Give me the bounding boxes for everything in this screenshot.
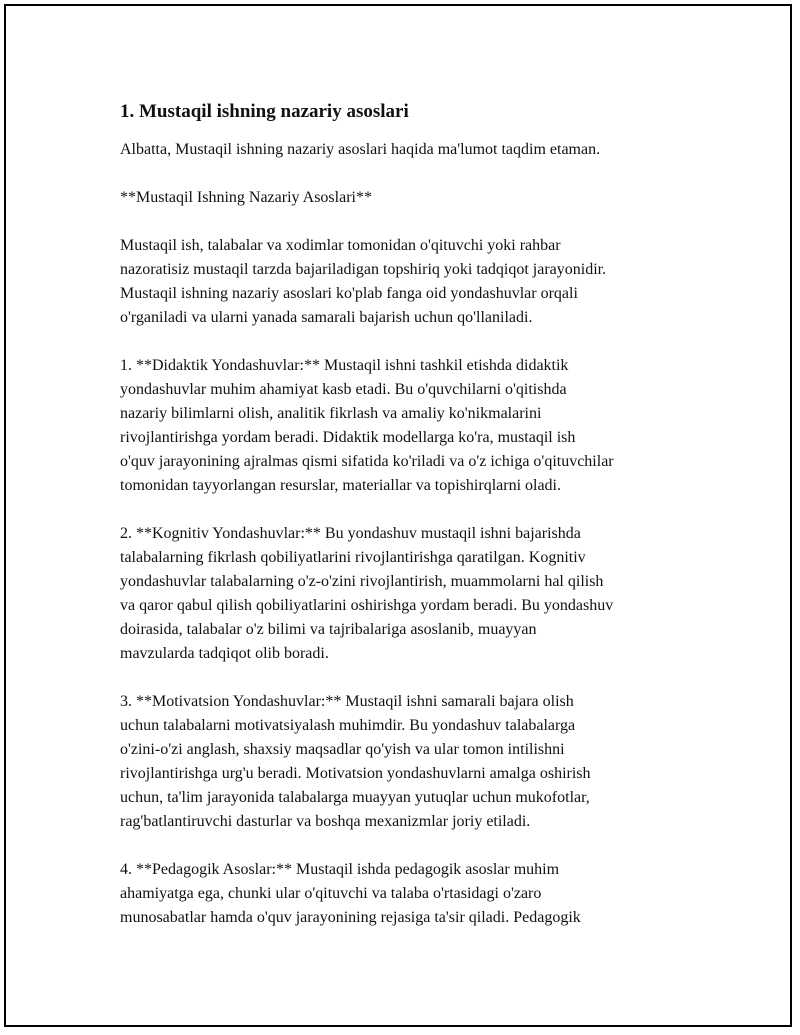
motivational-paragraph	[120, 690, 690, 834]
text-line: 1. **Didaktik Yondashuvlar:** Mustaqil ishni tashkil etishda didaktik	[120, 357, 569, 374]
definition-paragraph	[120, 234, 690, 330]
text-line: yondashuvlar talabalarning o'z-o'zini rivojlantirish, muammolarni hal qilish	[120, 573, 604, 590]
section-heading-paragraph	[120, 186, 690, 210]
didactic-paragraph	[120, 354, 690, 498]
text-line: rag'batlantiruvchi dasturlar va boshqa mexanizmlar joriy etiladi.	[120, 813, 531, 830]
text-line: rivojlantirishga yordam beradi. Didaktik modellarga ko'ra, mustaqil ish	[120, 429, 576, 446]
text-line: 4. **Pedagogik Asoslar:** Mustaqil ishda pedagogik asoslar muhim	[120, 861, 560, 878]
text-line: munosabatlar hamda o'quv jarayonining rejasiga ta'sir qiladi. Pedagogik	[120, 909, 581, 926]
text-line: nazariy bilimlarni olish, analitik fikrlash va amaliy ko'nikmalarini	[120, 405, 542, 422]
text-line: o'rganiladi va ularni yanada samarali bajarish uchun qo'llaniladi.	[120, 309, 533, 326]
page-title: 1. Mustaqil ishning nazariy asoslari	[120, 101, 409, 122]
text-line: uchun, ta'lim jarayonida talabalarga muayyan yutuqlar uchun mukofotlar,	[120, 789, 590, 806]
text-line: va qaror qabul qilish qobiliyatlarini oshirishga yordam beradi. Bu yondashuv	[120, 597, 614, 614]
text-line: **Mustaqil Ishning Nazariy Asoslari**	[120, 189, 372, 206]
intro-paragraph	[120, 138, 690, 162]
text-line: uchun talabalarni motivatsiyalash muhimdir. Bu yondashuv talabalarga	[120, 717, 576, 734]
document-body	[120, 98, 690, 954]
text-line: talabalarning fikrlash qobiliyatlarini rivojlantirishga qaratilgan. Kognitiv	[120, 549, 586, 566]
text-line: Mustaqil ishning nazariy asoslari ko'plab fanga oid yondashuvlar orqali	[120, 285, 578, 302]
text-line: yondashuvlar muhim ahamiyat kasb etadi. Bu o'quvchilarni o'qitishda	[120, 381, 567, 398]
text-line: nazoratisiz mustaqil tarzda bajariladigan topshiriq yoki tadqiqot jarayonidir.	[120, 261, 607, 278]
text-line: o'zini-o'zi anglash, shaxsiy maqsadlar qo'yish va ular tomon intilishni	[120, 741, 565, 758]
text-line: Mustaqil ish, talabalar va xodimlar tomonidan o'qituvchi yoki rahbar	[120, 237, 561, 254]
text-line: 2. **Kognitiv Yondashuvlar:** Bu yondashuv mustaqil ishni bajarishda	[120, 525, 581, 542]
text-line: doirasida, talabalar o'z bilimi va tajribalariga asoslanib, muayyan	[120, 621, 537, 638]
text-line: tomonidan tayyorlangan resurslar, materiallar va topishirqlarni oladi.	[120, 477, 561, 494]
text-line: mavzularda tadqiqot olib boradi.	[120, 645, 329, 662]
cognitive-paragraph	[120, 522, 690, 666]
text-line: o'quv jarayonining ajralmas qismi sifatida ko'riladi va o'z ichiga o'qituvchilar	[120, 453, 614, 470]
text-line: 3. **Motivatsion Yondashuvlar:** Mustaqil ishni samarali bajara olish	[120, 693, 574, 710]
page-frame	[4, 4, 792, 1027]
text-line: rivojlantirishga urg'u beradi. Motivatsion yondashuvlarni amalga oshirish	[120, 765, 591, 782]
text-line: Albatta, Mustaqil ishning nazariy asoslari haqida ma'lumot taqdim etaman.	[120, 141, 601, 158]
pedagogical-paragraph	[120, 858, 690, 930]
text-line: ahamiyatga ega, chunki ular o'qituvchi va talaba o'rtasidagi o'zaro	[120, 885, 542, 902]
